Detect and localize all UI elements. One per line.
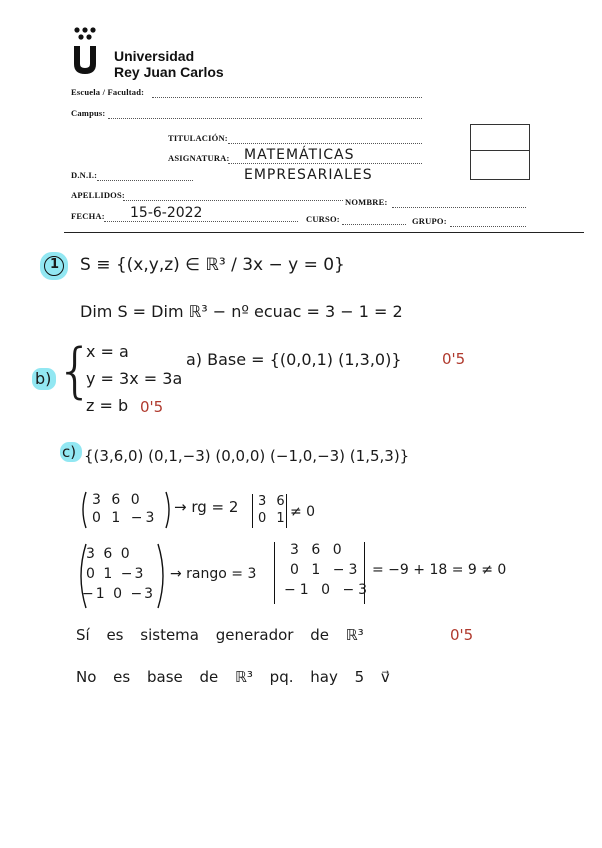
det2-left-bar bbox=[274, 542, 275, 604]
logo-u-icon bbox=[72, 26, 98, 74]
fecha-value: 15-6-2022 bbox=[130, 205, 203, 221]
asignatura-label: ASIGNATURA: bbox=[168, 153, 230, 163]
titulacion-label: TITULACIÓN: bbox=[168, 133, 228, 143]
det1-result: ≠ 0 bbox=[290, 504, 316, 520]
matrix1 bbox=[80, 490, 172, 530]
det2-row3: −1 0 −3 bbox=[284, 582, 372, 598]
university-name-line2: Rey Juan Carlos bbox=[114, 64, 224, 80]
asignatura-value-line1: MATEMÁTICAS bbox=[244, 147, 355, 163]
matrix2 bbox=[78, 542, 166, 610]
fecha-line[interactable] bbox=[104, 221, 298, 222]
b-label: b) bbox=[35, 369, 52, 388]
not-base-line: No es base de ℝ³ pq. hay 5 v⃗ bbox=[76, 668, 390, 686]
matrix1-row2: 0 1 −3 bbox=[92, 510, 158, 526]
asignatura-value-line2: EMPRESARIALES bbox=[244, 167, 373, 183]
det2-row1: 3 6 0 bbox=[290, 542, 346, 558]
matrix1-rank: → rg = 2 bbox=[174, 498, 239, 516]
b-brace: { bbox=[56, 336, 95, 406]
apellidos-line[interactable] bbox=[123, 200, 343, 201]
matrix2-row2: 0 1 −3 bbox=[86, 566, 146, 582]
grade-box-divider bbox=[470, 150, 529, 151]
asignatura-line[interactable] bbox=[228, 163, 422, 164]
matrix2-rank: → rango = 3 bbox=[170, 566, 257, 582]
escuela-line[interactable] bbox=[152, 97, 422, 98]
det2 bbox=[272, 540, 372, 606]
a-base: a) Base = {(0,0,1) (1,3,0)} bbox=[186, 350, 402, 369]
header-rule bbox=[64, 232, 584, 233]
dni-label: D.N.I.: bbox=[71, 170, 98, 180]
generator-line: Sí es sistema generador de ℝ³ bbox=[76, 626, 364, 644]
c-set: {(3,6,0) (0,1,−3) (0,0,0) (−1,0,−3) (1,5,3)} bbox=[84, 447, 410, 465]
c-label: c) bbox=[62, 443, 77, 461]
campus-label: Campus: bbox=[71, 108, 106, 118]
fecha-label: FECHA: bbox=[71, 211, 105, 221]
q1-number: 1 bbox=[50, 257, 60, 272]
university-name bbox=[114, 48, 224, 80]
a-score: 0'5 bbox=[442, 350, 466, 368]
det2-row2: 0 1 −3 bbox=[290, 562, 362, 578]
grupo-label: GRUPO: bbox=[412, 216, 447, 226]
dni-line[interactable] bbox=[97, 180, 193, 181]
matrix2-row3: −1 0 −3 bbox=[82, 586, 156, 602]
apellidos-label: APELLIDOS: bbox=[71, 190, 125, 200]
nombre-label: NOMBRE: bbox=[345, 197, 388, 207]
b-eq1: x = a bbox=[86, 342, 129, 361]
grade-box bbox=[470, 124, 530, 180]
b-score: 0'5 bbox=[140, 398, 164, 416]
university-name-line1: Universidad bbox=[114, 48, 195, 64]
det1 bbox=[250, 492, 290, 530]
grupo-line[interactable] bbox=[450, 226, 526, 227]
dim-line: Dim S = Dim ℝ³ − nº ecuac = 3 − 1 = 2 bbox=[80, 302, 403, 321]
curso-line[interactable] bbox=[342, 224, 406, 225]
det2-result: = −9 + 18 = 9 ≠ 0 bbox=[372, 562, 507, 578]
det1-row2: 0 1 bbox=[258, 511, 288, 526]
det1-left-bar bbox=[252, 494, 253, 528]
matrix1-row1: 3 6 0 bbox=[92, 492, 143, 508]
generator-score: 0'5 bbox=[450, 626, 474, 644]
det1-row1: 3 6 bbox=[258, 494, 288, 509]
b-eq2: y = 3x = 3a bbox=[86, 369, 183, 388]
titulacion-line[interactable] bbox=[228, 143, 422, 144]
q1-set-definition: S ≡ {(x,y,z) ∈ ℝ³ / 3x − y = 0} bbox=[80, 255, 345, 275]
escuela-label: Escuela / Facultad: bbox=[71, 87, 145, 97]
campus-line[interactable] bbox=[108, 118, 422, 119]
matrix2-row1: 3 6 0 bbox=[86, 546, 132, 562]
university-logo bbox=[72, 26, 98, 74]
b-eq3: z = b bbox=[86, 396, 129, 415]
nombre-line[interactable] bbox=[392, 207, 526, 208]
curso-label: CURSO: bbox=[306, 214, 340, 224]
